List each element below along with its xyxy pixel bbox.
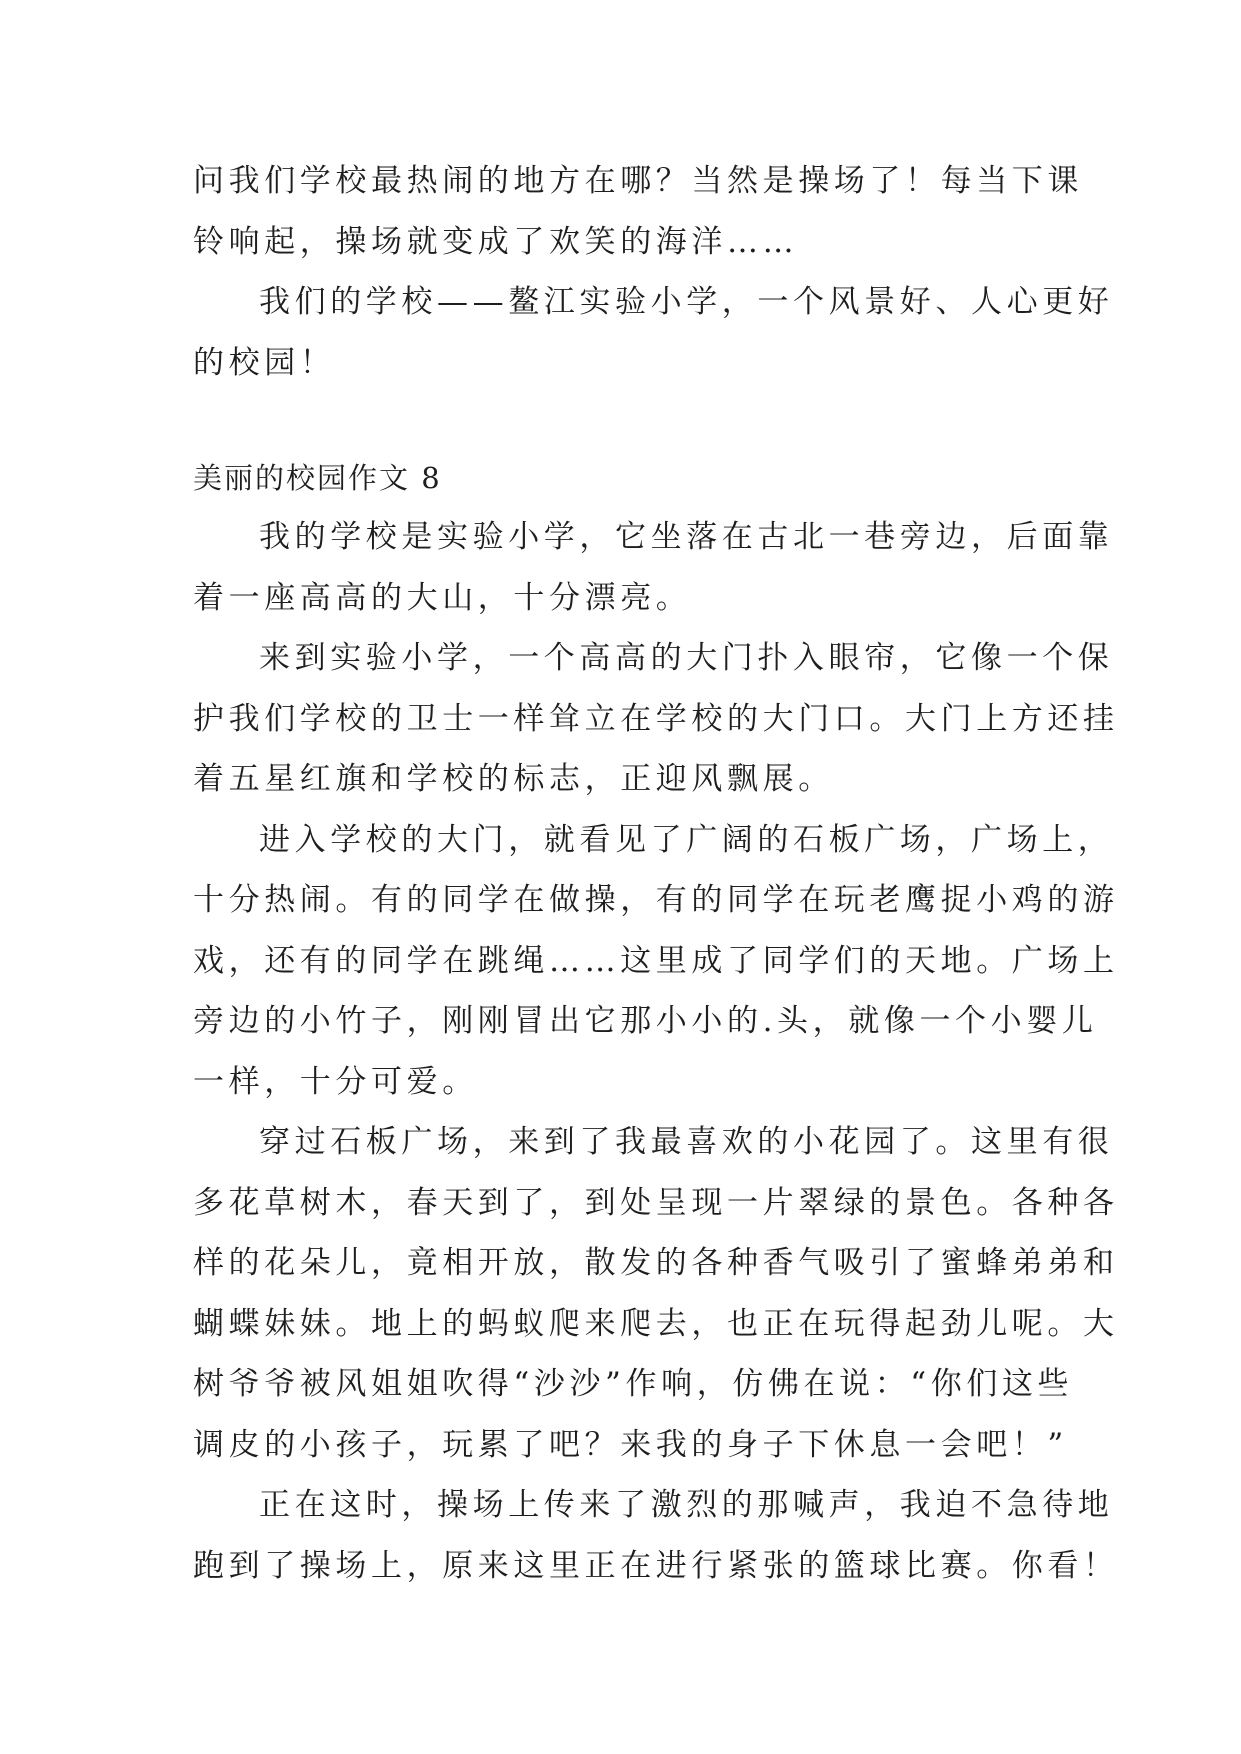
intro-text bbox=[193, 151, 1114, 393]
paragraph-line: 样的花朵儿，竟相开放，散发的各种香气吸引了蜜蜂弟弟和 bbox=[193, 1245, 1119, 1281]
paragraph-line: 护我们学校的卫士一样耸立在学校的大门口。大门上方还挂 bbox=[193, 700, 1119, 737]
paragraph-line: 我的学校是实验小学，它坐落在古北一巷旁边，后面靠 bbox=[259, 519, 1114, 555]
paragraph-line: 正在这时，操场上传来了激烈的那喊声，我迫不急待地 bbox=[259, 1487, 1114, 1523]
paragraph-line: 跑到了操场上，原来这里正在进行紧张的篮球比赛。你看！ bbox=[193, 1547, 1119, 1584]
paragraph-line: 来到实验小学，一个高高的大门扑入眼帘，它像一个保 bbox=[259, 640, 1114, 676]
paragraph-line: 旁边的小竹子，刚刚冒出它那小小的.头，就像一个小婴儿 bbox=[193, 1003, 1098, 1039]
paragraph-line: 的校园！ bbox=[193, 344, 336, 381]
paragraph-line: 铃响起，操场就变成了欢笑的海洋…… bbox=[193, 223, 799, 260]
paragraph-line: 进入学校的大门，就看见了广阔的石板广场，广场上， bbox=[259, 821, 1114, 858]
paragraph-line: 问我们学校最热闹的地方在哪？当然是操场了！每当下课 bbox=[193, 163, 1083, 199]
essay-body bbox=[193, 507, 1119, 1596]
paragraph-line: 十分热闹。有的同学在做操，有的同学在玩老鹰捉小鸡的游 bbox=[193, 882, 1119, 918]
paragraph-line: 穿过石板广场，来到了我最喜欢的小花园了。这里有很 bbox=[259, 1124, 1114, 1160]
paragraph-line: 树爷爷被风姐姐吹得“沙沙”作响，仿佛在说：“你们这些 bbox=[193, 1366, 1074, 1402]
paragraph-line: 蝴蝶妹妹。地上的蚂蚁爬来爬去，也正在玩得起劲儿呢。大 bbox=[193, 1305, 1119, 1342]
paragraph-line: 着一座高高的大山，十分漂亮。 bbox=[193, 579, 692, 616]
paragraph-line: 戏，还有的同学在跳绳……这里成了同学们的天地。广场上 bbox=[193, 942, 1119, 979]
paragraph-line: 调皮的小孩子，玩累了吧？来我的身子下休息一会吧！” bbox=[193, 1426, 1068, 1463]
paragraph-line: 我们的学校——鳌江实验小学，一个风景好、人心更好 bbox=[259, 284, 1114, 320]
paragraph-line: 着五星红旗和学校的标志，正迎风飘展。 bbox=[193, 761, 834, 797]
section-title: 美丽的校园作文 8 bbox=[193, 461, 442, 495]
paragraph-line: 一样，十分可爱。 bbox=[193, 1063, 478, 1100]
paragraph-line: 多花草树木，春天到了，到处呈现一片翠绿的景色。各种各 bbox=[193, 1184, 1119, 1221]
